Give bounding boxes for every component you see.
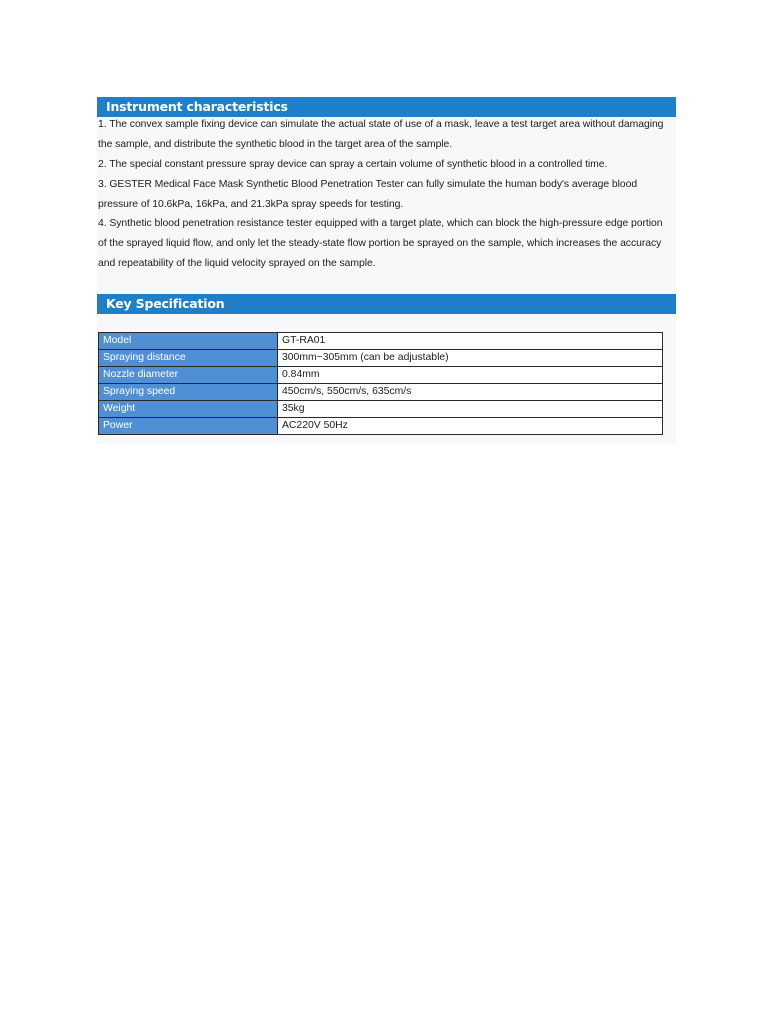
text-line: and repeatability of the liquid velocity sprayed on the sample.	[98, 258, 376, 269]
spec-value-cell: GT-RA01	[278, 333, 663, 350]
spec-key-cell: Model	[99, 333, 278, 350]
text-line: 1. The convex sample fixing device can simulate the actual state of use of a mask, leave a test target area without damaging	[98, 119, 664, 130]
table-row	[99, 418, 663, 435]
key-specification-header: Key Specification	[97, 294, 676, 314]
spec-key-cell: Nozzle diameter	[99, 367, 278, 384]
table-row	[99, 333, 663, 350]
text-line: of the sprayed liquid flow, and only let the steady-state flow portion be sprayed on the sample, which increases the accuracy	[98, 238, 662, 249]
spec-value-cell: AC220V 50Hz	[278, 418, 663, 435]
document-image	[97, 97, 676, 444]
spec-key-cell: Spraying speed	[99, 384, 278, 401]
text-line: the sample, and distribute the synthetic blood in the target area of the sample.	[98, 139, 453, 150]
table-row	[99, 350, 663, 367]
instrument-characteristics-header: Instrument characteristics	[97, 97, 676, 117]
text-line: pressure of 10.6kPa, 16kPa, and 21.3kPa spray speeds for testing.	[98, 199, 404, 210]
table-row	[99, 384, 663, 401]
table-row	[99, 367, 663, 384]
spec-value-cell: 300mm~305mm (can be adjustable)	[278, 350, 663, 367]
spec-key-cell: Weight	[99, 401, 278, 418]
spec-value-cell: 35kg	[278, 401, 663, 418]
table-row	[99, 401, 663, 418]
spec-value-cell: 0.84mm	[278, 367, 663, 384]
text-line: 2. The special constant pressure spray device can spray a certain volume of synthetic blood in a controlled time.	[98, 159, 608, 170]
specification-table	[98, 332, 663, 435]
spec-value-cell: 450cm/s, 550cm/s, 635cm/s	[278, 384, 663, 401]
text-line: 3. GESTER Medical Face Mask Synthetic Blood Penetration Tester can fully simulate the human body's average blood	[98, 179, 638, 190]
spec-key-cell: Power	[99, 418, 278, 435]
text-line: 4. Synthetic blood penetration resistance tester equipped with a target plate, which can block the high-pressure edge portion	[98, 218, 663, 229]
spec-key-cell: Spraying distance	[99, 350, 278, 367]
